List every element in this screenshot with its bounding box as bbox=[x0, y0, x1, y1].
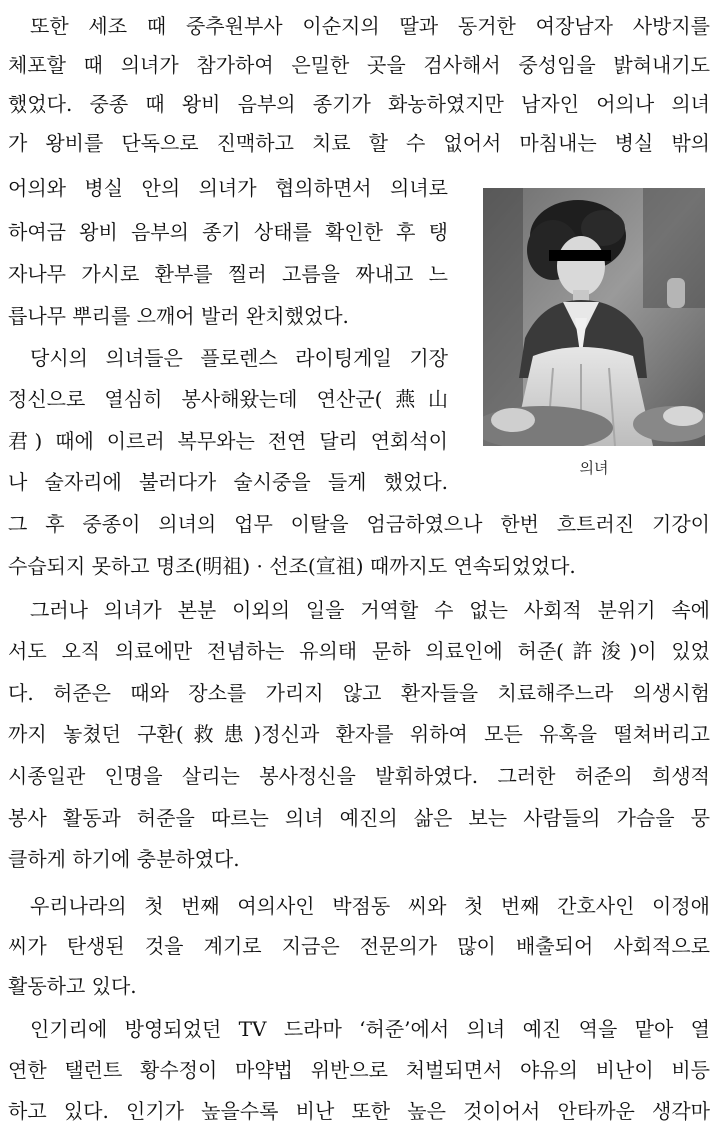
text-line: 수습되지 못하고 명조(明祖) · 선조(宣祖) 때까지도 연속되었었다. bbox=[8, 554, 576, 578]
text-line: 우리나라의 첫 번째 여의사인 박점동 씨와 첫 번째 간호사인 이정애 bbox=[30, 894, 710, 918]
text-line: 서도 오직 의료에만 전념하는 유의태 문하 의료인에 허준(許浚)이 있었 bbox=[8, 639, 710, 663]
text-line: 봉사 활동과 허준을 따르는 의녀 예진의 삶은 보는 사람들의 가슴을 뭉 bbox=[8, 806, 710, 830]
text-line: 어의와 병실 안의 의녀가 협의하면서 의녀로 bbox=[8, 176, 448, 200]
photo-illustration bbox=[483, 188, 705, 446]
text-line: 릅나무 뿌리를 으깨어 발러 완치했었다. bbox=[8, 304, 349, 328]
text-line: 또한 세조 때 중추원부사 이순지의 딸과 동거한 여장남자 사방지를 bbox=[30, 14, 710, 38]
uinyeo-photo bbox=[483, 188, 705, 446]
text-line: 씨가 탄생된 것을 계기로 지금은 전문의가 많이 배출되어 사회적으로 bbox=[8, 934, 710, 958]
text-line: 나 술자리에 불러다가 술시중을 들게 했었다. bbox=[8, 470, 448, 494]
text-line: 했었다. 중종 때 왕비 음부의 종기가 화농하였지만 남자인 어의나 의녀 bbox=[8, 92, 710, 116]
text-line: 시종일관 인명을 살리는 봉사정신을 발휘하였다. 그러한 허준의 희생적 bbox=[8, 764, 710, 788]
text-line: 다. 허준은 때와 장소를 가리지 않고 환자들을 치료해주느라 의생시험 bbox=[8, 681, 710, 705]
text-line: 하여금 왕비 음부의 종기 상태를 확인한 후 탱 bbox=[8, 220, 448, 244]
text-line: 까지 놓쳤던 구환(救患)정신과 환자를 위하여 모든 유혹을 떨쳐버리고 bbox=[8, 722, 710, 746]
text-line: 君) 때에 이르러 복무와는 전연 달리 연회석이 bbox=[8, 429, 448, 453]
text-line: 그 후 중종이 의녀의 업무 이탈을 엄금하였으나 한번 흐트러진 기강이 bbox=[8, 512, 710, 536]
text-line: 클하게 하기에 충분하였다. bbox=[8, 847, 240, 871]
text-line: 자나무 가시로 환부를 찔러 고름을 짜내고 느 bbox=[8, 262, 448, 286]
text-line: 가 왕비를 단독으로 진맥하고 치료 할 수 없어서 마침내는 병실 밖의 bbox=[8, 131, 710, 155]
text-line: 당시의 의녀들은 플로렌스 라이팅게일 기장 bbox=[30, 346, 448, 370]
text-line: 그러나 의녀가 본분 이외의 일을 거역할 수 없는 사회적 분위기 속에 bbox=[30, 598, 710, 622]
figure-caption: 의녀 bbox=[579, 459, 609, 477]
text-line: 정신으로 열심히 봉사해왔는데 연산군(燕山 bbox=[8, 387, 448, 411]
text-line: 활동하고 있다. bbox=[8, 974, 137, 998]
text-line: 연한 탤런트 황수정이 마약법 위반으로 처벌되면서 야유의 비난이 비등 bbox=[8, 1058, 710, 1082]
text-line: 체포할 때 의녀가 참가하여 은밀한 곳을 검사해서 중성임을 밝혀내기도 bbox=[8, 53, 710, 77]
text-line: 하고 있다. 인기가 높을수록 비난 또한 높은 것이어서 안타까운 생각마 bbox=[8, 1099, 710, 1123]
text-line: 인기리에 방영되었던 TV 드라마 ‘허준’에서 의녀 예진 역을 맡아 열 bbox=[30, 1017, 710, 1041]
